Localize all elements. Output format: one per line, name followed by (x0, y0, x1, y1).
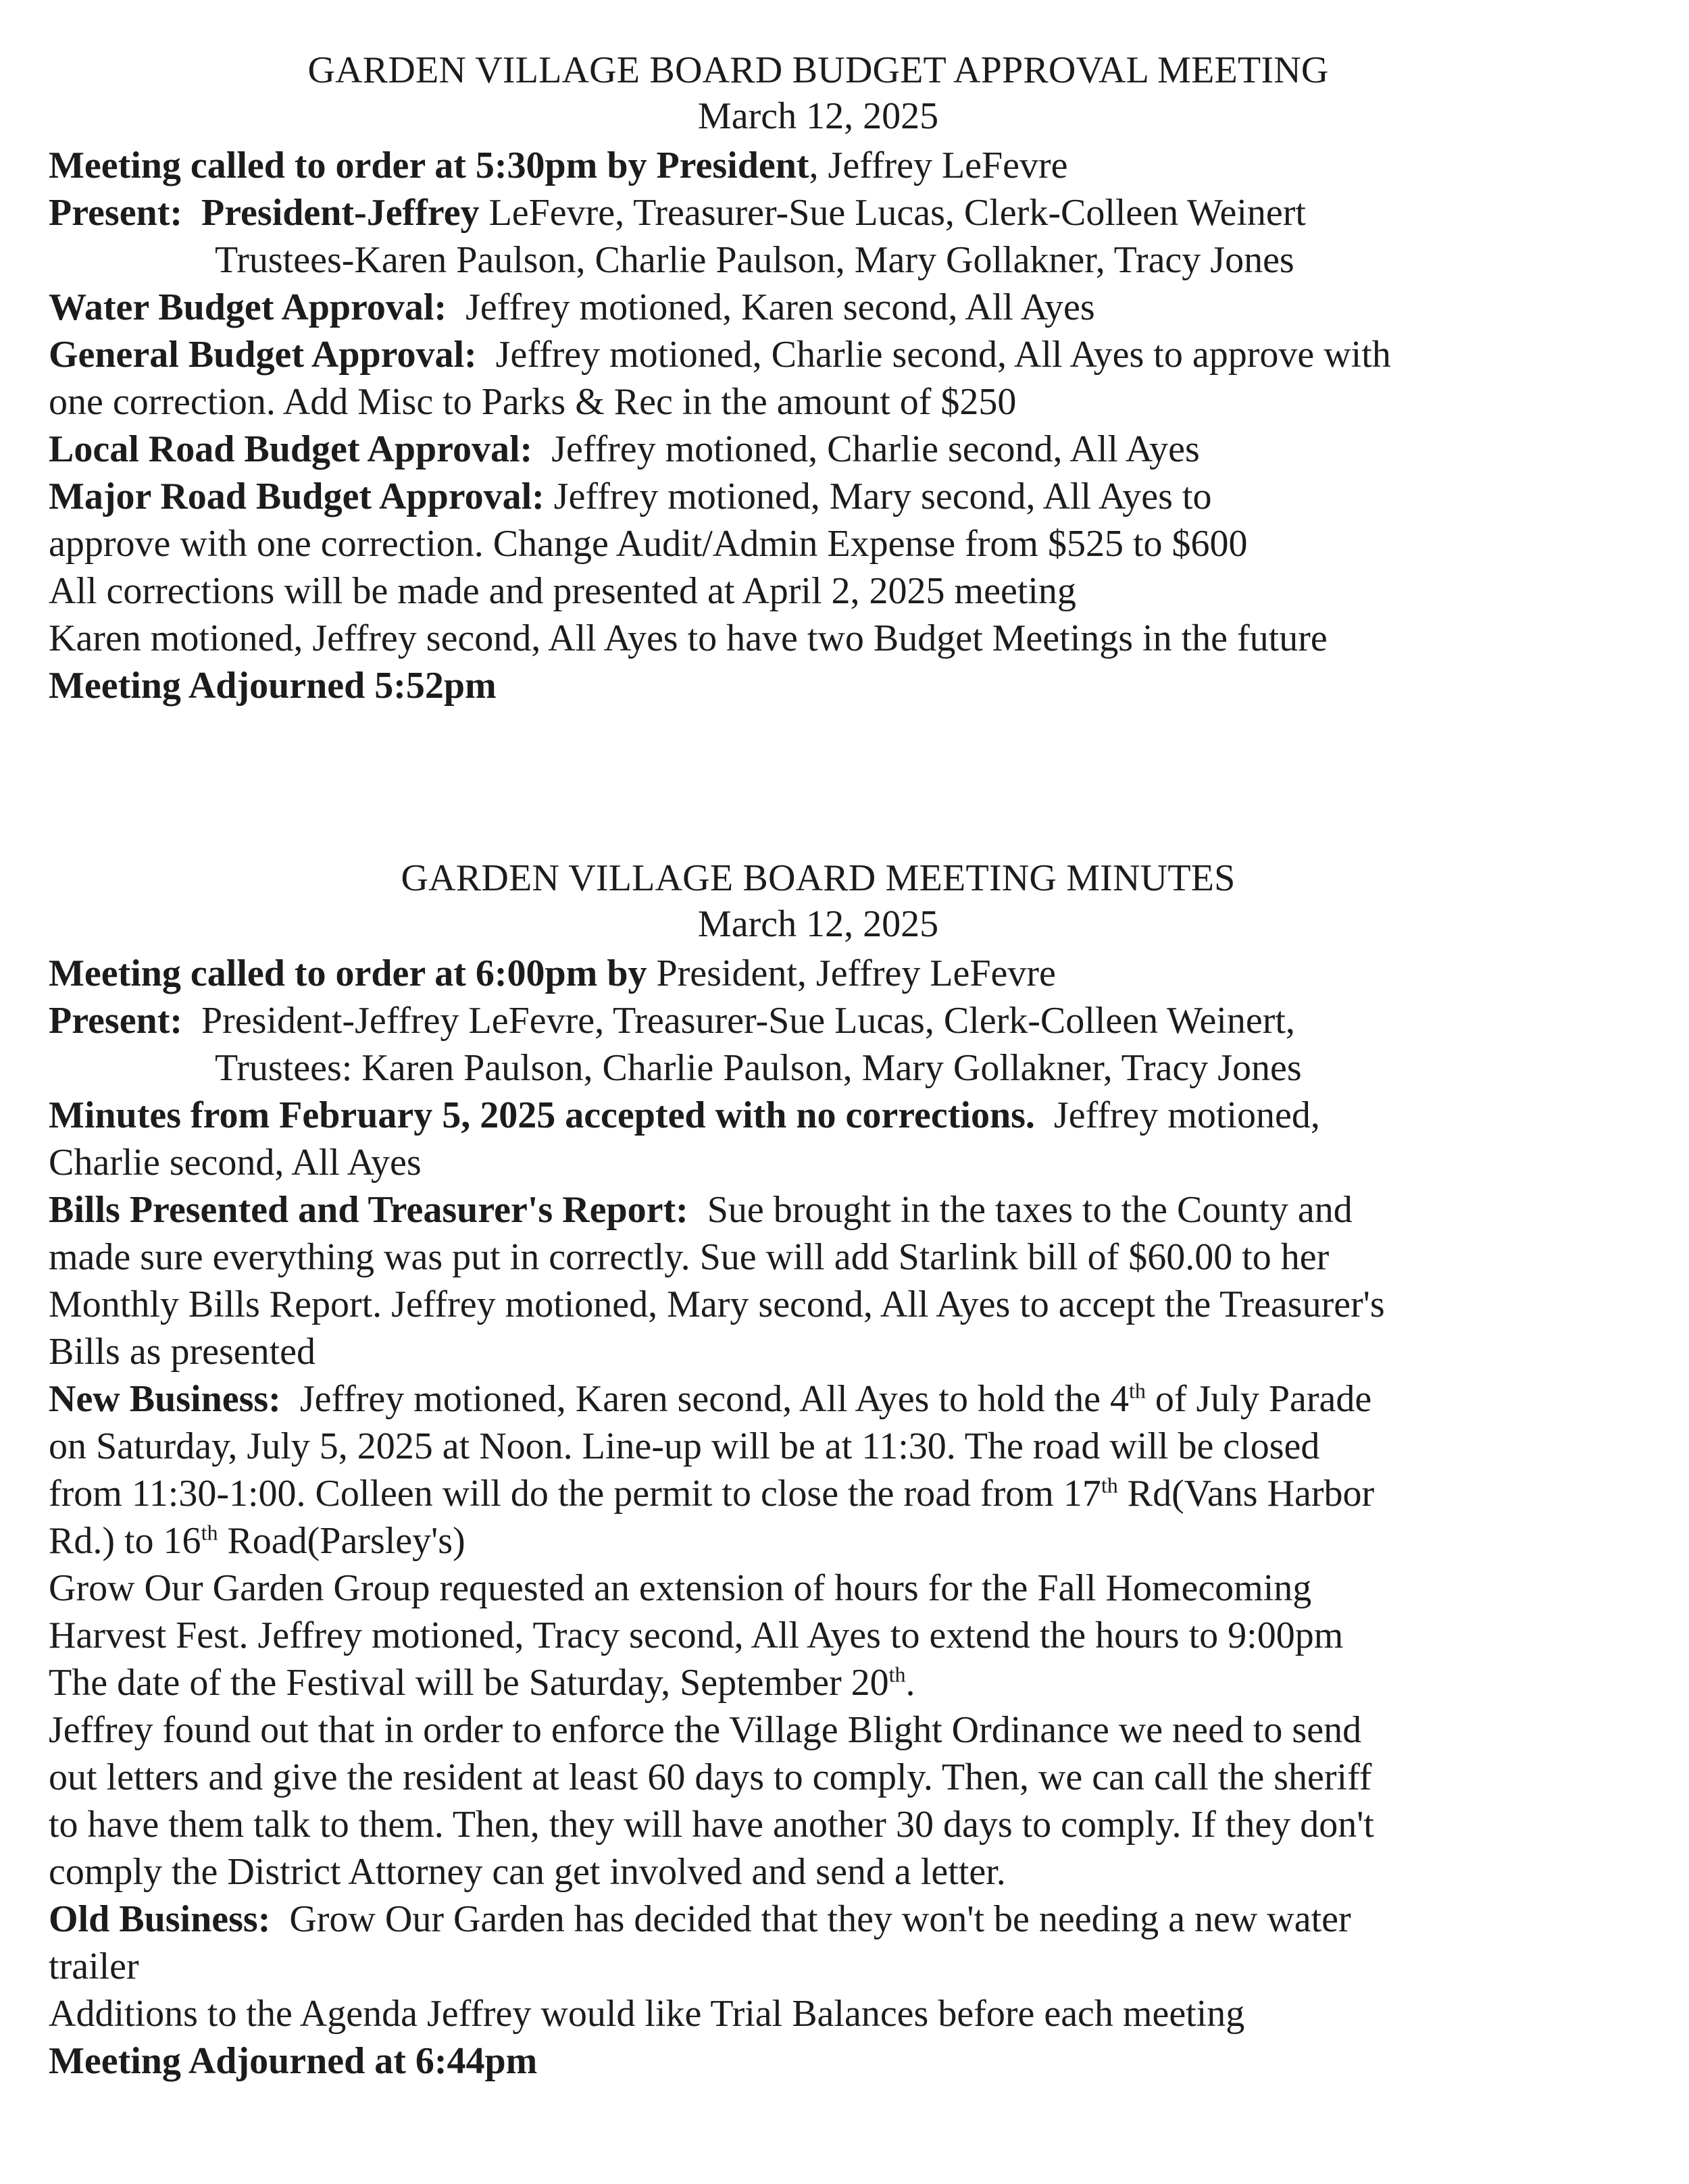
bills-treasurer-report (49, 1186, 1588, 1234)
minutes-called-to-order (49, 950, 1588, 997)
budget-adjourned (49, 662, 1588, 709)
local-road-label: Local Road Budget Approval: (49, 428, 533, 470)
minutes-trustees: Trustees: Karen Paulson, Charlie Paulson, Mary Gollakner, Tracy Jones (215, 1047, 1302, 1089)
prior-minutes-text-2: Charlie second, All Ayes (49, 1142, 422, 1184)
minutes-section (49, 855, 1588, 2085)
general-budget-text: Jeffrey motioned, Charlie second, All Ayes to approve with (495, 334, 1391, 376)
general-budget-approval (49, 331, 1588, 378)
minutes-present-text: President-Jeffrey LeFevre, Treasurer-Sue Lucas, Clerk-Colleen Weinert, (201, 1000, 1295, 1042)
minutes-called-label: Meeting called to order at 6:00pm by (49, 953, 647, 994)
new-business-text-3a: from 11:30-1:00. Colleen will do the permit to close the road from 17 (49, 1473, 1101, 1515)
blight-line-4: comply the District Attorney can get involved and send a letter. (49, 1851, 1006, 1893)
general-budget-text-2: one correction. Add Misc to Parks & Rec in the amount of $250 (49, 381, 1017, 423)
minutes-present-label: Present: (49, 1000, 182, 1042)
budget-meeting-date: March 12, 2025 (697, 95, 939, 137)
budget-trustees: Trustees-Karen Paulson, Charlie Paulson, Mary Gollakner, Tracy Jones (215, 239, 1294, 281)
grow-garden-sup: th (888, 1662, 906, 1687)
new-business-text-2: on Saturday, July 5, 2025 at Noon. Line-up will be at 11:30. The road will be closed (49, 1425, 1320, 1467)
grow-garden-line-1: Grow Our Garden Group requested an extension of hours for the Fall Homecoming (49, 1567, 1312, 1609)
water-budget-approval (49, 284, 1588, 331)
new-business-text-b: of July Parade (1145, 1378, 1372, 1420)
new-business-text-4b: Road(Parsley's) (218, 1520, 465, 1562)
new-business-line-4 (49, 1517, 1588, 1565)
new-business-sup-3: th (1101, 1473, 1118, 1498)
new-business-text-3b: Rd(Vans Harbor (1117, 1473, 1375, 1515)
grow-garden-line-2: Harvest Fest. Jeffrey motioned, Tracy second, All Ayes to extend the hours to 9:00pm (49, 1615, 1344, 1656)
budget-called-label: Meeting called to order at 5:30pm by President (49, 145, 809, 186)
minutes-title: GARDEN VILLAGE BOARD MEETING MINUTES (401, 857, 1236, 899)
blight-line-1: Jeffrey found out that in order to enforce the Village Blight Ordinance we need to send (49, 1709, 1362, 1751)
budget-present-bold: President-Jeffrey (201, 192, 480, 234)
water-budget-label: Water Budget Approval: (49, 286, 447, 328)
old-business-text: Grow Our Garden has decided that they won't be needing a new water (289, 1898, 1351, 1940)
old-business-text-2: trailer (49, 1946, 139, 1987)
blight-line-2: out letters and give the resident at least 60 days to comply. Then, we can call the sheriff (49, 1756, 1372, 1798)
minutes-adjourned-text: Meeting Adjourned at 6:44pm (49, 2040, 538, 2082)
budget-adjourned-text: Meeting Adjourned 5:52pm (49, 665, 497, 707)
blight-line-3: to have them talk to them. Then, they will have another 30 days to comply. If they don't (49, 1804, 1374, 1846)
budget-called-to-order (49, 142, 1588, 189)
budget-future-meetings: Karen motioned, Jeffrey second, All Ayes to have two Budget Meetings in the future (49, 617, 1328, 659)
local-road-text: Jeffrey motioned, Charlie second, All Ayes (551, 428, 1200, 470)
budget-corrections-note: All corrections will be made and presented at April 2, 2025 meeting (49, 570, 1076, 612)
new-business (49, 1375, 1588, 1423)
budget-meeting-title: GARDEN VILLAGE BOARD BUDGET APPROVAL MEETING (307, 49, 1329, 91)
grow-garden-line-3 (49, 1659, 1588, 1706)
minutes-called-text: President, Jeffrey LeFevre (656, 953, 1056, 994)
bills-text-2: made sure everything was put in correctly. Sue will add Starlink bill of $60.00 to her (49, 1236, 1330, 1278)
budget-called-text: , Jeffrey LeFevre (809, 145, 1068, 186)
grow-garden-text-3a: The date of the Festival will be Saturday, September 20 (49, 1662, 889, 1704)
general-budget-label: General Budget Approval: (49, 334, 477, 376)
new-business-text-a: Jeffrey motioned, Karen second, All Ayes to hold the 4 (299, 1378, 1129, 1420)
budget-meeting-section (49, 47, 1588, 709)
prior-minutes-label: Minutes from February 5, 2025 accepted with no corrections. (49, 1094, 1035, 1136)
old-business (49, 1896, 1588, 1943)
water-budget-text: Jeffrey motioned, Karen second, All Ayes (465, 286, 1095, 328)
budget-present (49, 189, 1588, 236)
new-business-line-3 (49, 1470, 1588, 1517)
old-business-label: Old Business: (49, 1898, 271, 1940)
agenda-additions: Additions to the Agenda Jeffrey would like Trial Balances before each meeting (49, 1993, 1245, 2035)
section-spacer (49, 709, 1588, 855)
grow-garden-text-3b: . (905, 1662, 915, 1704)
major-road-label: Major Road Budget Approval: (49, 476, 545, 517)
prior-minutes-accepted (49, 1092, 1588, 1139)
major-road-budget-approval (49, 473, 1588, 520)
new-business-text-4a: Rd.) to 16 (49, 1520, 201, 1562)
minutes-present (49, 997, 1588, 1044)
budget-present-text: LeFevre, Treasurer-Sue Lucas, Clerk-Colleen Weinert (479, 192, 1306, 234)
minutes-adjourned (49, 2037, 1588, 2085)
new-business-sup-4: th (201, 1520, 218, 1545)
major-road-text-2: approve with one correction. Change Audit/Admin Expense from $525 to $600 (49, 523, 1248, 565)
minutes-date: March 12, 2025 (697, 903, 939, 945)
new-business-sup-a: th (1128, 1378, 1146, 1403)
prior-minutes-text: Jeffrey motioned, (1053, 1094, 1320, 1136)
major-road-text: Jeffrey motioned, Mary second, All Ayes to (553, 476, 1212, 517)
bills-text-4: Bills as presented (49, 1331, 316, 1373)
bills-text: Sue brought in the taxes to the County and (707, 1189, 1353, 1231)
new-business-label: New Business: (49, 1378, 281, 1420)
bills-text-3: Monthly Bills Report. Jeffrey motioned, Mary second, All Ayes to accept the Treasurer's (49, 1284, 1385, 1325)
local-road-budget-approval (49, 426, 1588, 473)
budget-present-label: Present: (49, 192, 182, 234)
bills-label: Bills Presented and Treasurer's Report: (49, 1189, 688, 1231)
